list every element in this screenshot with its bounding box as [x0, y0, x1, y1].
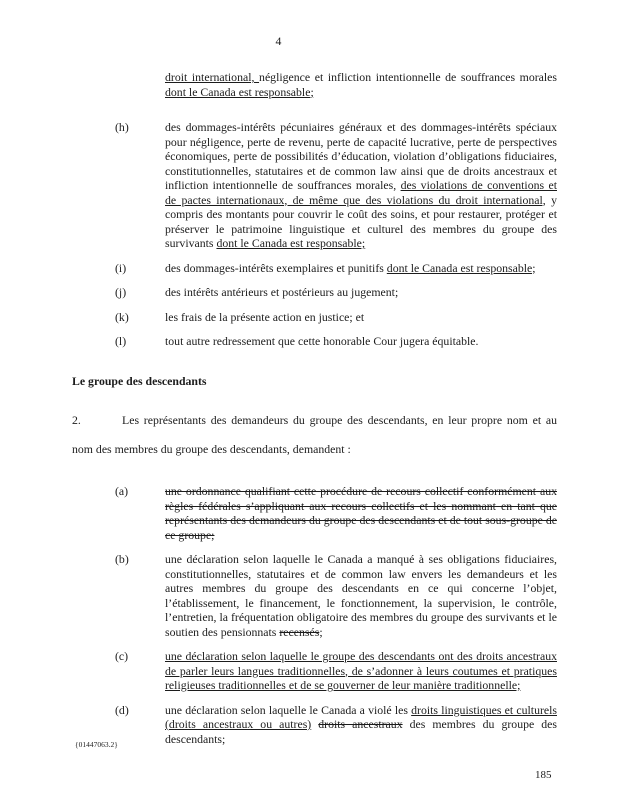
text-segment: droits linguistiques et culturels (droits ancestraux ou autres)	[165, 702, 557, 731]
paragraph-2	[72, 406, 557, 464]
text-segment: une déclaration selon laquelle le Canada a violé les	[165, 702, 412, 717]
list-item-j	[72, 285, 557, 300]
text-segment: droit international,	[165, 70, 260, 84]
list-item-k	[72, 310, 557, 325]
item-text	[165, 484, 557, 542]
text-segment: dont le Canada est responsable;	[386, 260, 536, 275]
section-heading: Le groupe des descendants	[72, 373, 207, 388]
list-item-a	[72, 484, 557, 542]
item-label: (b)	[115, 552, 129, 566]
item-text	[165, 703, 557, 746]
claims-list-descendants	[72, 484, 557, 746]
list-item-d	[72, 703, 557, 747]
text-segment: des dommages-intérêts pécuniaires généraux et des dommages-intérêts spéciaux pour négligence, perte de revenu, perte de capacité lucrative, perte de perspectives économiques, perte de possibilités d’éducation, violation d’obligations fiduciaires, constitutionnelles, statutaires et de common law ainsi que de droits ancestraux et infliction intentionnelle de souffrances morales,	[165, 120, 557, 192]
list-item-h	[72, 120, 557, 251]
text-segment: recensés	[279, 624, 320, 639]
text-segment: ;	[319, 624, 323, 639]
text-segment: tout autre redressement que cette honorable Cour jugera équitable.	[165, 334, 479, 348]
item-label: (d)	[115, 702, 129, 717]
item-label: (c)	[115, 649, 129, 663]
item-label: (h)	[115, 120, 129, 134]
paragraph-number: 2.	[72, 413, 81, 427]
text-segment: dont le Canada est responsable;	[216, 236, 366, 250]
text-segment: une déclaration selon laquelle le groupe des descendants ont des droits ancestraux de parler leurs langues traditionnelles, de s’adonner à leurs coutumes et pratiques religieuses traditionnelles et de se gouverner de leur manière traditionnelle;	[165, 649, 557, 692]
list-item-b	[72, 552, 557, 639]
item-text	[165, 649, 557, 692]
item-text	[165, 552, 557, 639]
item-text	[165, 334, 478, 348]
text-segment: y compris des montants pour couvrir le coût des soins, et pour restaurer, protéger et préserver le patrimoine linguistique et culturel des membres du groupe des survivants	[165, 192, 557, 250]
item-text	[165, 120, 557, 250]
text-segment: les frais de la présente action en justice; et	[165, 309, 365, 324]
item-label: (j)	[115, 285, 127, 299]
text-segment: des dommages-intérêts exemplaires et punitifs	[165, 260, 387, 275]
footer-document-id: {01447063.2}	[75, 740, 118, 749]
text-segment: dont le Canada est responsable;	[165, 84, 314, 99]
text-segment: une déclaration selon laquelle le Canada a manqué à ses obligations fiduciaires, constitutionnelles, statutaires et de common law envers les demandeurs et les autres membres du groupe des descendants en ce qui concerne l’objet, l’établissement, le financement, le fonctionnement, la supervision, le contrôle, l’entretien, la fréquentation obligatoire des membres du groupe des survivants et le soutien des pensionnats	[165, 552, 557, 639]
paragraph-continuation	[165, 70, 557, 99]
item-text	[165, 285, 398, 299]
item-label: (l)	[115, 334, 127, 348]
list-item-l	[72, 334, 557, 349]
item-label: (i)	[115, 260, 127, 275]
text-segment: des violations de conventions et de pactes internationaux, de même que des violations du droit international,	[165, 178, 557, 207]
list-item-c	[72, 649, 557, 693]
item-label: (a)	[115, 484, 129, 498]
text-segment: des membres du groupe des descendants;	[165, 717, 557, 746]
page-content	[72, 70, 557, 746]
paragraph-text: Les représentants des demandeurs du groupe des descendants, en leur propre nom et au nom des membres du groupe des descendants, demandent :	[72, 413, 557, 456]
page-number-top: 4	[275, 34, 282, 48]
text-segment: droits ancestraux	[318, 717, 403, 731]
text-segment: négligence et infliction intentionnelle de souffrances morales	[259, 70, 557, 84]
item-label: (k)	[115, 309, 129, 324]
text-segment: des intérêts antérieurs et postérieurs au jugement;	[165, 285, 399, 299]
page-number-bottom: 185	[535, 769, 552, 781]
item-text	[165, 261, 536, 275]
text-segment: une ordonnance qualifiant cette procédure de recours collectif conformément aux règles fédérales s’appliquant aux recours collectifs et les nommant en tant que représentants des demandeurs du groupe des descendants et de tout sous-groupe de ce groupe;	[165, 484, 557, 542]
list-item-i	[72, 261, 557, 276]
item-text	[165, 310, 364, 324]
claims-list-survivors	[72, 120, 557, 349]
